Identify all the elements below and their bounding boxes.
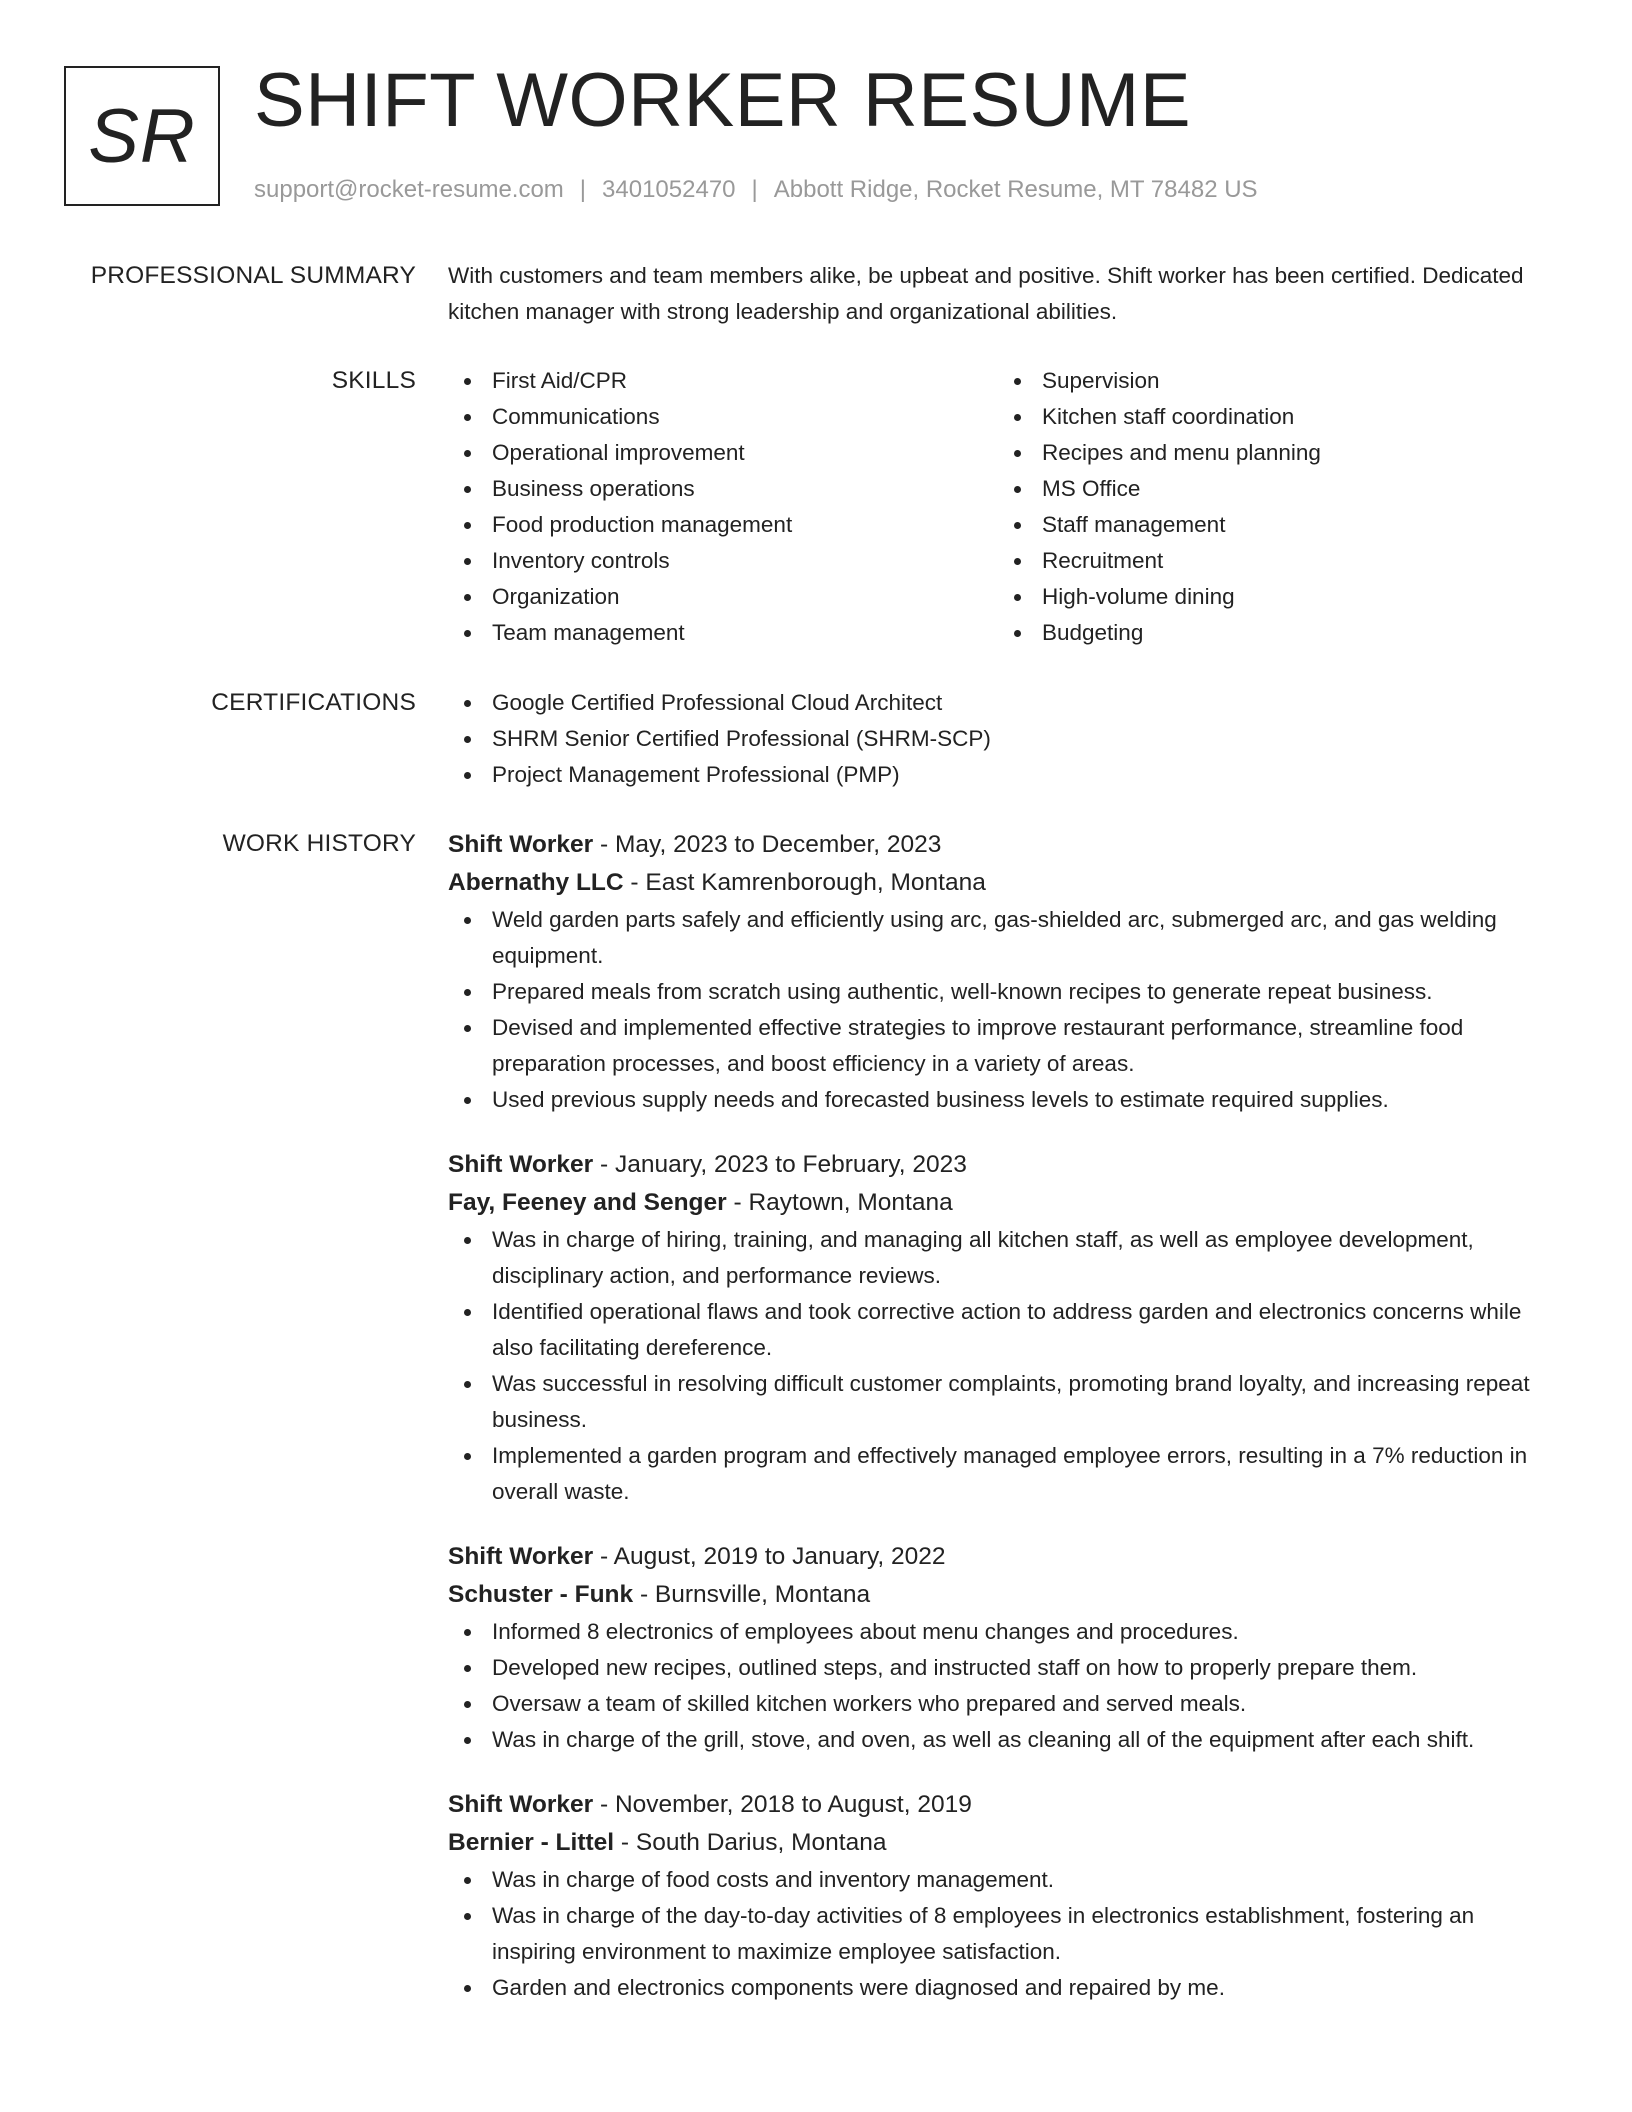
job-company-line — [448, 864, 1548, 902]
section-label-certifications: CERTIFICATIONS — [211, 689, 416, 716]
monogram-logo: SR — [64, 66, 220, 206]
job-location: - Burnsville, Montana — [633, 1581, 871, 1608]
job-company: Bernier - Littel — [448, 1829, 615, 1856]
skill-item: Staff management — [998, 507, 1548, 543]
skill-item: First Aid/CPR — [448, 363, 998, 399]
contact-email: support@rocket-resume.com — [254, 176, 564, 203]
job-bullet: Oversaw a team of skilled kitchen workers who prepared and served meals. — [448, 1686, 1548, 1722]
job-dates: - November, 2018 to August, 2019 — [593, 1791, 972, 1818]
skill-item: Recruitment — [998, 543, 1548, 579]
skill-item: Budgeting — [998, 615, 1548, 651]
job-bullets — [448, 1862, 1548, 2006]
job-bullet: Identified operational flaws and took corrective action to address garden and electronics concerns while also facilitating dereference. — [448, 1294, 1548, 1366]
job-bullet: Was in charge of the day-to-day activities of 8 employees in electronics establishment, fostering an inspiring environment to maximize employee satisfaction. — [448, 1898, 1548, 1970]
skill-item: Operational improvement — [448, 435, 998, 471]
job-entry — [448, 826, 1548, 1118]
job-title-line — [448, 1786, 1548, 1824]
skill-item: Kitchen staff coordination — [998, 399, 1548, 435]
job-dates: - August, 2019 to January, 2022 — [593, 1543, 946, 1570]
job-location: - East Kamrenborough, Montana — [623, 869, 986, 896]
skill-item: MS Office — [998, 471, 1548, 507]
job-title-line — [448, 1146, 1548, 1184]
skills-body — [448, 363, 1548, 651]
skill-item: Recipes and menu planning — [998, 435, 1548, 471]
job-company: Fay, Feeney and Senger — [448, 1189, 727, 1216]
job-bullet: Weld garden parts safely and efficiently using arc, gas-shielded arc, submerged arc, and gas welding equipment. — [448, 902, 1548, 974]
job-dates: - January, 2023 to February, 2023 — [593, 1151, 967, 1178]
job-company-line — [448, 1184, 1548, 1222]
certifications-body — [448, 685, 1548, 793]
job-bullet: Was in charge of hiring, training, and managing all kitchen staff, as well as employee development, disciplinary action, and performance reviews. — [448, 1222, 1548, 1294]
job-company-line — [448, 1824, 1548, 1862]
job-bullet: Was successful in resolving difficult customer complaints, promoting brand loyalty, and increasing repeat business. — [448, 1366, 1548, 1438]
job-location: - Raytown, Montana — [726, 1189, 953, 1216]
skill-item: Team management — [448, 615, 998, 651]
resume-title: SHIFT WORKER RESUME — [254, 58, 1192, 143]
job-title: Shift Worker — [448, 831, 594, 858]
skills-list-left — [448, 363, 998, 651]
job-company: Schuster - Funk — [448, 1581, 634, 1608]
job-bullet: Informed 8 electronics of employees about menu changes and procedures. — [448, 1614, 1548, 1650]
skill-item: Communications — [448, 399, 998, 435]
skill-item: Inventory controls — [448, 543, 998, 579]
skill-item: Food production management — [448, 507, 998, 543]
job-bullets — [448, 1222, 1548, 1510]
certification-item: Project Management Professional (PMP) — [448, 757, 1548, 793]
job-bullet: Was in charge of the grill, stove, and oven, as well as cleaning all of the equipment after each shift. — [448, 1722, 1548, 1758]
contact-line — [254, 172, 1258, 208]
job-bullet: Implemented a garden program and effectively managed employee errors, resulting in a 7% reduction in overall waste. — [448, 1438, 1548, 1510]
section-label-summary: PROFESSIONAL SUMMARY — [90, 262, 416, 289]
job-bullet: Was in charge of food costs and inventory management. — [448, 1862, 1548, 1898]
contact-phone: 3401052470 — [602, 176, 736, 203]
job-bullet: Garden and electronics components were diagnosed and repaired by me. — [448, 1970, 1548, 2006]
job-title: Shift Worker — [448, 1791, 594, 1818]
job-bullets — [448, 1614, 1548, 1758]
work-history-body — [448, 826, 1548, 2034]
skills-list-right — [998, 363, 1548, 651]
summary-text: With customers and team members alike, be upbeat and positive. Shift worker has been certified. Dedicated kitchen manager with strong leadership and organizational abilities. — [448, 263, 1524, 324]
job-bullet: Developed new recipes, outlined steps, and instructed staff on how to properly prepare them. — [448, 1650, 1548, 1686]
job-title-line — [448, 826, 1548, 864]
contact-separator: | — [579, 176, 587, 203]
job-company-line — [448, 1576, 1548, 1614]
skill-item: High-volume dining — [998, 579, 1548, 615]
section-label-skills: SKILLS — [331, 367, 416, 394]
skill-item: Business operations — [448, 471, 998, 507]
certification-item: Google Certified Professional Cloud Architect — [448, 685, 1548, 721]
job-title: Shift Worker — [448, 1543, 594, 1570]
contact-address: Abbott Ridge, Rocket Resume, MT 78482 US — [773, 176, 1258, 203]
job-title: Shift Worker — [448, 1151, 594, 1178]
job-bullets — [448, 902, 1548, 1118]
skill-item: Organization — [448, 579, 998, 615]
job-company: Abernathy LLC — [448, 869, 624, 896]
job-location: - South Darius, Montana — [614, 1829, 887, 1856]
job-bullet: Prepared meals from scratch using authentic, well-known recipes to generate repeat business. — [448, 974, 1548, 1010]
job-entry — [448, 1146, 1548, 1510]
section-label-work-history: WORK HISTORY — [222, 830, 416, 857]
job-bullet: Used previous supply needs and forecasted business levels to estimate required supplies. — [448, 1082, 1548, 1118]
contact-separator: | — [751, 176, 758, 203]
job-dates: - May, 2023 to December, 2023 — [593, 831, 942, 858]
job-bullet: Devised and implemented effective strategies to improve restaurant performance, streamline food preparation processes, and boost efficiency in a variety of areas. — [448, 1010, 1548, 1082]
job-entry — [448, 1786, 1548, 2006]
job-entry — [448, 1538, 1548, 1758]
certification-item: SHRM Senior Certified Professional (SHRM-SCP) — [448, 721, 1548, 757]
certifications-list — [448, 685, 1548, 793]
summary-body — [448, 258, 1548, 330]
skill-item: Supervision — [998, 363, 1548, 399]
job-title-line — [448, 1538, 1548, 1576]
